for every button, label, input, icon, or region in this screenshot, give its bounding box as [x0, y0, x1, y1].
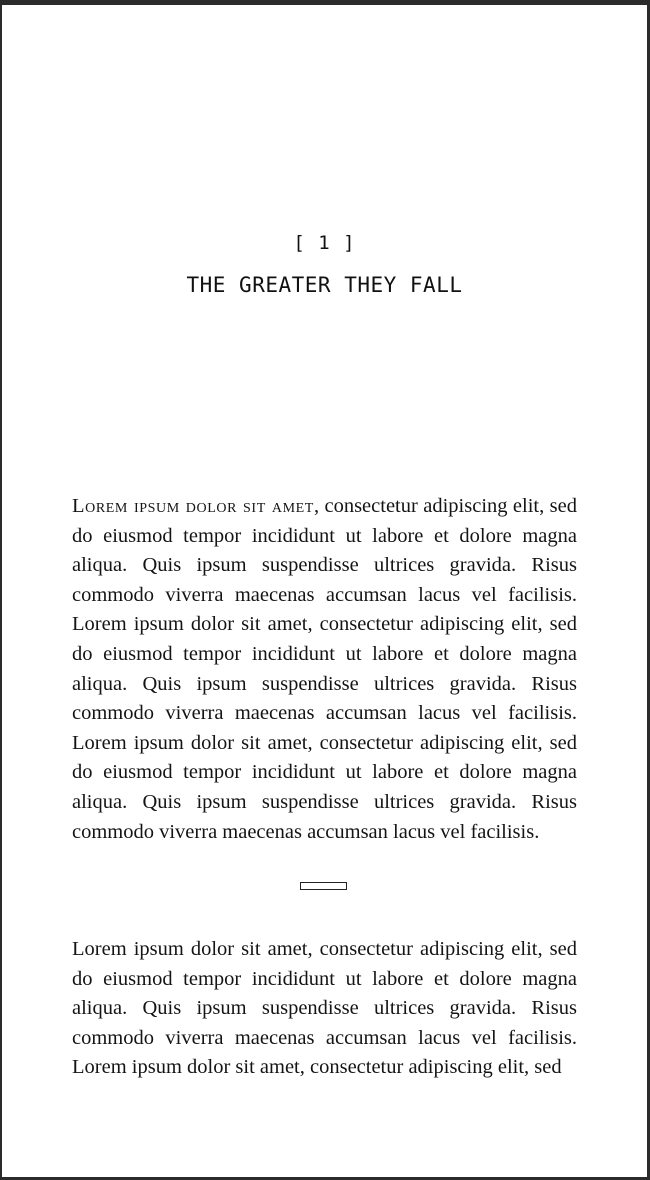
chapter-title: THE GREATER THEY FALL	[186, 273, 463, 297]
paragraph-lead-in: Lorem ipsum dolor sit amet	[72, 495, 314, 517]
body-paragraph-1	[72, 492, 577, 847]
body-paragraph-2: Lorem ipsum dolor sit amet, consectetur adipiscing elit, sed do eiusmod tempor incididunt ut labore et dolore magna aliqua. Quis ipsum suspendisse ultrices gravida. Risus commodo viverra maecenas accumsan lacus vel facilisis. Lorem ipsum dolor sit amet, consectetur adipiscing elit, sed	[72, 938, 577, 1079]
book-page	[2, 5, 647, 1177]
chapter-number: [ 1 ]	[293, 232, 356, 254]
paragraph-1-text: , consectetur adipiscing elit, sed do eiusmod tempor incididunt ut labore et dolore magna aliqua. Quis ipsum suspendisse ultrices gravida. Risus commodo viverra maecenas accumsan lacus vel facilisis. Lorem ipsum dolor sit amet, consectetur adipiscing elit, sed do eiusmod tempor incididunt ut labore et dolore magna aliqua. Quis ipsum suspendisse ultrices gravida. Risus commodo viverra maecenas accumsan lacus vel facilisis. Lorem ipsum dolor sit amet, consectetur adipiscing elit, sed do eiusmod tempor incididunt ut labore et dolore magna aliqua. Quis ipsum suspendisse ultrices gravida. Risus commodo viverra maecenas accumsan lacus vel facilisis.	[72, 495, 577, 843]
section-break-ornament	[300, 882, 347, 890]
